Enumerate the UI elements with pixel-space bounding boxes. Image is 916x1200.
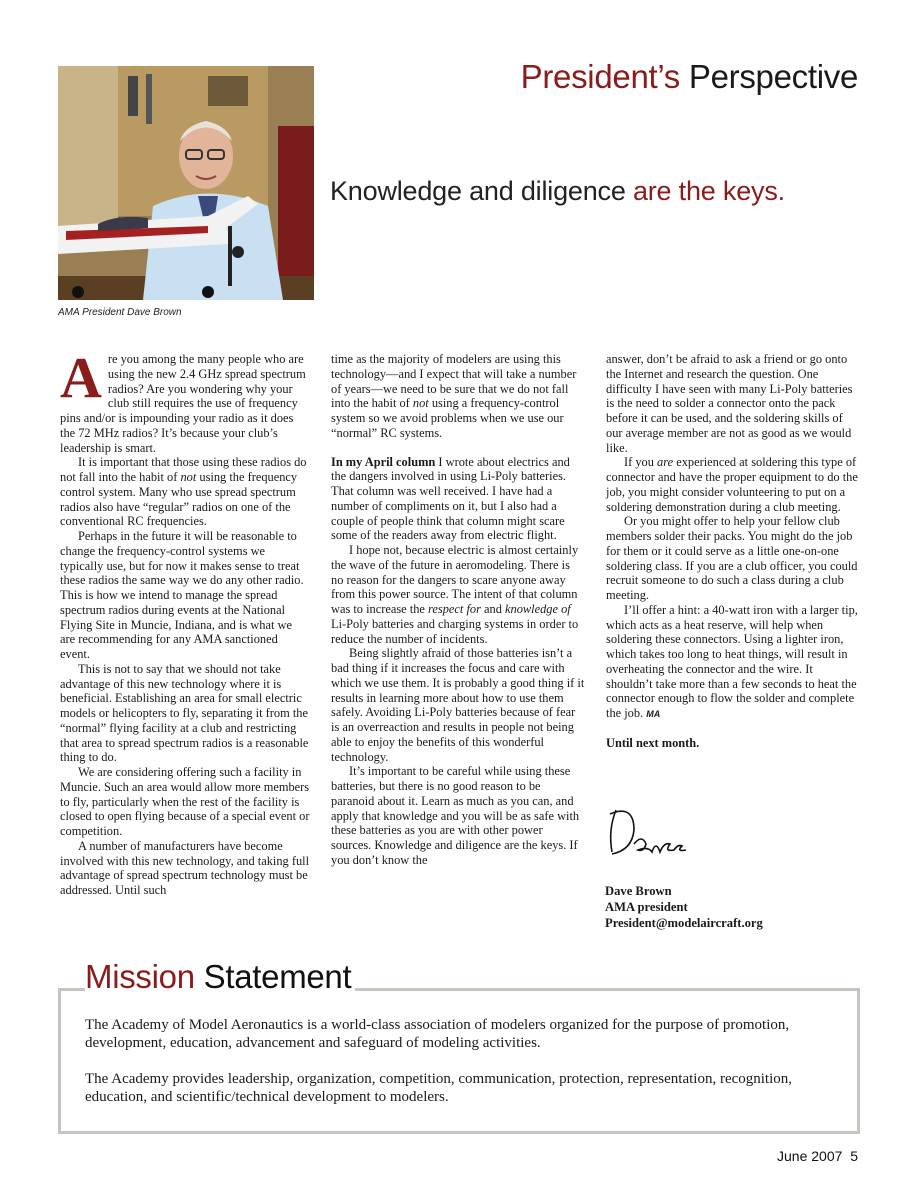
drop-cap: A <box>60 345 102 410</box>
page-number: 5 <box>850 1148 858 1164</box>
photo-caption: AMA President Dave Brown <box>58 307 182 318</box>
paragraph-text: It is important that those using these radios do not fall into the habit of <box>60 455 307 484</box>
paragraph: Perhaps in the future it will be reasonable to change the frequency-control systems we typically use, but for now it makes sense to treat these radios the same way we do any other radio. This is how we intend to manage the spread spectrum radios during events at the National Flying Site in Muncie, Indiana, and is what we are recommending for any AMA sanctioned event. <box>60 529 304 661</box>
mission-title-red: Mission <box>85 958 195 995</box>
paragraph: answer, don’t be afraid to ask a friend or go onto the Internet and research the question. One difficulty I have seen with many Li-Poly batteries is the need to solder a connector onto the pack before it can be used, and the soldering skills of our average member are not as good as we would like. <box>606 352 853 455</box>
run-in-heading: In my April column <box>331 454 436 469</box>
author-role: AMA president <box>605 900 688 914</box>
paragraph-text: experienced at soldering this type of connector and have the proper equipment to do the job, you might consider volunteering to put on a soldering demonstration during a club meeting. <box>606 455 858 514</box>
article-column-2 <box>331 352 585 868</box>
emphasis: are <box>657 455 674 470</box>
emphasis: not <box>180 470 197 484</box>
article-column-3 <box>606 352 858 751</box>
author-email[interactable]: President@modelaircraft.org <box>605 916 763 930</box>
mission-title <box>85 958 355 996</box>
mission-title-black: Statement <box>194 958 352 995</box>
paragraph <box>331 543 585 646</box>
paragraph <box>606 603 858 722</box>
paragraph-text: If you <box>624 455 658 470</box>
paragraph: A number of manufacturers have become involved with this new technology, and taking full advantage of spread spectrum technology must be addressed. Until such <box>60 838 310 897</box>
author-name: Dave Brown <box>605 884 672 898</box>
title-red-part: President’s <box>520 58 681 95</box>
paragraph-text: re you among the many people who are using the new 2.4 GHz spread spectrum radios? Are you wondering why your club still requires the use of frequency pins and/or is impounding your radio as it does the 72 MHz radios? It’s because your club’s leadership is smart. <box>60 352 306 455</box>
paragraph: We are considering offering such a facility in Muncie. Such an area would allow more members to fly, particularly when the rest of the facility is closed to open flying because of a special event or competition. <box>60 765 310 838</box>
ama-end-mark: MA <box>646 709 661 719</box>
paragraph <box>606 455 858 514</box>
paragraph: It’s important to be careful while using these batteries, but there is no good reason to be paranoid about it. Learn as much as you can, and apply that knowledge and you will be as safe with these batteries as you are with other power sources. Knowledge and diligence are the keys. If you don’t know the <box>331 764 580 867</box>
paragraph <box>331 455 585 544</box>
handwritten-signature <box>604 800 704 866</box>
paragraph-text: I wrote about electrics and the dangers involved in using Li-Poly batteries. That column was well received. I have had a number of compliments on it, but I also had a couple of people think that column might scare some of the readers away from electric flight. <box>331 454 570 543</box>
page-title <box>521 58 858 96</box>
paragraph <box>60 455 310 529</box>
paragraph-text: I hope not, because electric is almost certainly the wave of the future in aeromodeling. There is no reason for the dangers to scare anyone away from this power source. The intent of that column was to increase the <box>331 543 579 616</box>
paragraph <box>60 345 310 455</box>
page-subtitle <box>330 176 785 207</box>
paragraph-text: and <box>480 602 506 616</box>
president-photo-illustration <box>58 66 314 300</box>
signature-block <box>605 883 763 931</box>
paragraph: This is not to say that we should not take advantage of this new technology where it is beneficial. Establishing an area for small electric models or helicopters to fly, separating it from the “normal” flying facility at a club and restricting that area to spread spectrum radios is a reasonable thing to do. <box>60 661 309 765</box>
paragraph-text: using the frequency control system. Many who use spread spectrum radios also have “regular” radios on one of the conventional RC frequencies. <box>60 470 298 529</box>
paragraph-text: using a frequency-control system so we avoid problems when we use our “normal” RC systems. <box>331 396 564 440</box>
paragraph-text: Li-Poly batteries and charging systems in order to reduce the number of incidents. <box>331 616 579 646</box>
emphasis: knowledge of <box>505 602 571 616</box>
president-photo <box>58 66 314 300</box>
emphasis: respect for <box>428 602 481 616</box>
mission-paragraph: The Academy provides leadership, organization, competition, communication, protection, representation, recognition, education, and scientific/technical development to modelers. <box>85 1071 793 1105</box>
page-footer <box>777 1148 858 1164</box>
paragraph <box>331 352 585 441</box>
mission-paragraph: The Academy of Model Aeronautics is a world-class association of modelers organized for the purpose of promotion, development, education, advancement and safeguard of modeling activities. <box>85 1017 790 1051</box>
article-column-1 <box>60 345 310 898</box>
emphasis: not <box>412 396 429 411</box>
mission-statement-text <box>85 1016 833 1124</box>
paragraph: Being slightly afraid of those batteries isn’t a bad thing if it increases the focus and care with which we use them. It is probably a good thing if it results in learning more about how to use them safely. Avoiding Li-Poly batteries because of fear is an overreaction and results in people not being able to enjoy the benefits of this wonderful technology. <box>331 646 585 764</box>
paragraph: Or you might offer to help your fellow club members solder their packs. You might do the job for them or it could serve as a little one-on-one soldering class. If you are a club officer, you could recruit someone to do such a class during a club meeting. <box>606 514 858 602</box>
title-black-part: Perspective <box>680 58 858 95</box>
signoff-text: Until next month. <box>606 735 700 750</box>
subtitle-black-part: Knowledge and diligence <box>330 176 626 206</box>
subtitle-red-part: are the keys. <box>625 176 785 206</box>
paragraph-text: time as the majority of modelers are using this technology—and I expect that will take a number of years—we need to be sure that we do not fall into the habit of <box>331 352 577 411</box>
issue-date: June 2007 <box>777 1148 843 1164</box>
paragraph-text: I’ll offer a hint: a 40-watt iron with a larger tip, which acts as a heat reserve, will help when soldering these connectors. Using a lighter iron, which takes too long to heat things, will result in overheating the connector and the wire. It shouldn’t take more than a few seconds to heat the connector enough to flow the solder and complete the job. <box>606 602 858 720</box>
